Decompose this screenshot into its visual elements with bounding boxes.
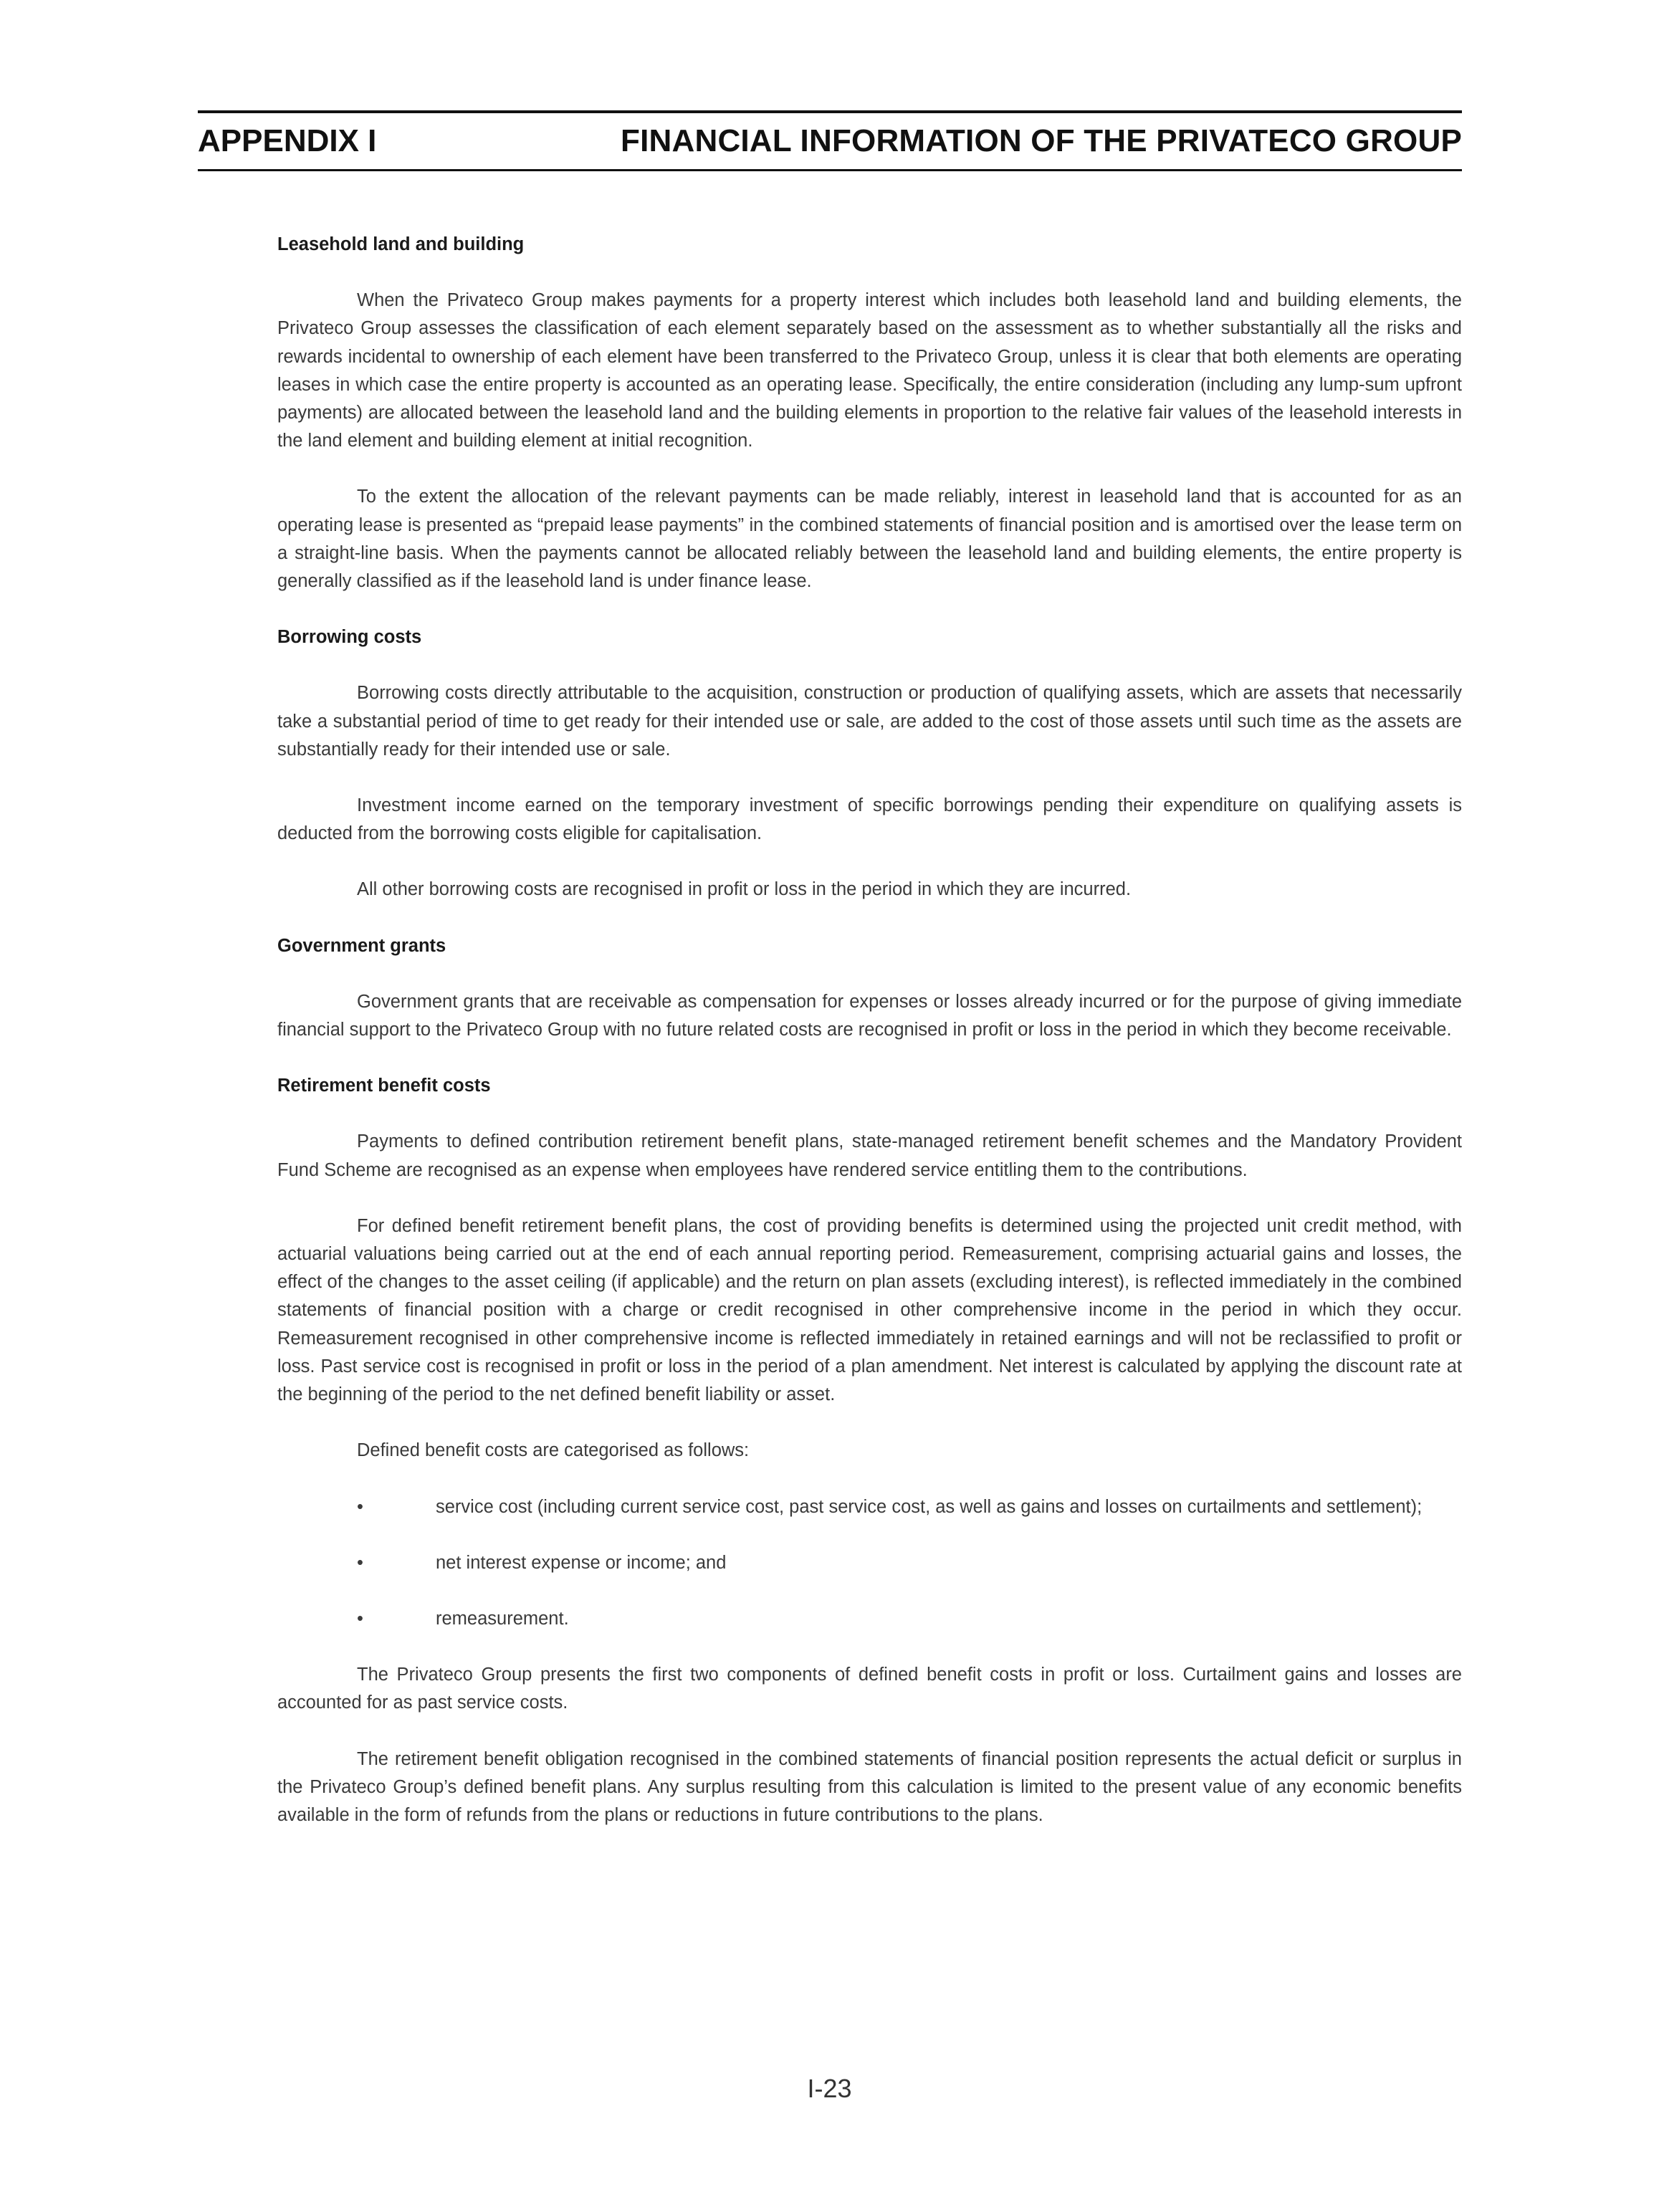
paragraph: When the Privateco Group makes payments for a property interest which includes both leasehold land and building elements, the Privateco Group assesses the classification of each element separately based on the assessment as to whether substantially all the risks and rewards incidental to ownership of each element have been transferred to the Privateco Group, unless it is clear that both elements are operating leases in which case the entire property is accounted as an operating lease. Specifically, the entire consideration (including any lump-sum upfront payments) are allocated between the leasehold land and the building elements in proportion to the relative fair values of the leasehold interests in the land element and building element at initial recognition. — [277, 290, 1462, 451]
document-body — [277, 231, 1462, 1829]
bullet-icon: • — [357, 1552, 363, 1573]
section-heading-grants: Government grants — [277, 935, 446, 956]
section-heading-leasehold: Leasehold land and building — [277, 234, 525, 254]
list-item-text: service cost (including current service cost, past service cost, as well as gains and losses on curtailments and settlement); — [436, 1496, 1423, 1517]
paragraph: The Privateco Group presents the first two components of defined benefit costs in profit or loss. Curtailment gains and losses are accounted for as past service costs. — [277, 1665, 1462, 1713]
list-item-text: remeasurement. — [436, 1608, 569, 1629]
header-row — [198, 113, 1462, 169]
paragraph: For defined benefit retirement benefit plans, the cost of providing benefits is determined using the projected unit credit method, with actuarial valuations being carried out at the end of each annual reporting period. Remeasurement, comprising actuarial gains and losses, the effect of the changes to the asset ceiling (if applicable) and the return on plan assets (excluding interest), is reflected immediately in the combined statements of financial position with a charge or credit recognised in other comprehensive income in the period in which they occur. Remeasurement recognised in other comprehensive income is reflected immediately in retained earnings and will not be reclassified to profit or loss. Past service cost is recognised in profit or loss in the period of a plan amendment. Net interest is calculated by applying the discount rate at the beginning of the period to the net defined benefit liability or asset. — [277, 1215, 1462, 1405]
bullet-list — [277, 1493, 1462, 1634]
header-title: FINANCIAL INFORMATION OF THE PRIVATECO GROUP — [621, 123, 1462, 158]
paragraph: All other borrowing costs are recognised in profit or loss in the period in which they are incurred. — [357, 879, 1132, 900]
section-heading-retirement: Retirement benefit costs — [277, 1076, 491, 1096]
paragraph: The retirement benefit obligation recognised in the combined statements of financial position represents the actual deficit or surplus in the Privateco Group’s defined benefit plans. Any surplus resulting from this calculation is limited to the present value of any economic benefits available in the form of refunds from the plans or reductions in future contributions to the plans. — [277, 1748, 1462, 1825]
paragraph: Payments to defined contribution retirement benefit plans, state-managed retirement benefit schemes and the Mandatory Provident Fund Scheme are recognised as an expense when employees have rendered service entitling them to the contributions. — [277, 1131, 1462, 1180]
bullet-icon: • — [357, 1496, 363, 1517]
list-item — [277, 1549, 1462, 1577]
list-item — [277, 1493, 1462, 1521]
page-header — [198, 110, 1462, 171]
header-bottom-rule — [198, 169, 1462, 171]
section-heading-borrowing: Borrowing costs — [277, 627, 422, 648]
list-item — [277, 1605, 1462, 1633]
page-number: I-23 — [807, 2074, 852, 2103]
paragraph: Defined benefit costs are categorised as follows: — [357, 1440, 750, 1461]
paragraph: Borrowing costs directly attributable to the acquisition, construction or production of qualifying assets, which are assets that necessarily take a substantial period of time to get ready for their intended use or sale, are added to the cost of those assets until such time as the assets are substantially ready for their intended use or sale. — [277, 683, 1462, 760]
paragraph: To the extent the allocation of the relevant payments can be made reliably, interest in leasehold land that is accounted for as an operating lease is presented as “prepaid lease payments” in the combined statements of financial position and is amortised over the lease term on a straight-line basis. When the payments cannot be allocated reliably between the leasehold land and building elements, the entire property is generally classified as if the leasehold land is under finance lease. — [277, 487, 1462, 592]
appendix-label: APPENDIX I — [198, 123, 377, 158]
paragraph: Investment income earned on the temporary investment of specific borrowings pending their expenditure on qualifying assets is deducted from the borrowing costs eligible for capitalisation. — [277, 795, 1462, 844]
bullet-icon: • — [357, 1608, 363, 1629]
paragraph: Government grants that are receivable as compensation for expenses or losses already incurred or for the purpose of giving immediate financial support to the Privateco Group with no future related costs are recognised in profit or loss in the period in which they become receivable. — [277, 991, 1462, 1040]
list-item-text: net interest expense or income; and — [436, 1552, 727, 1573]
